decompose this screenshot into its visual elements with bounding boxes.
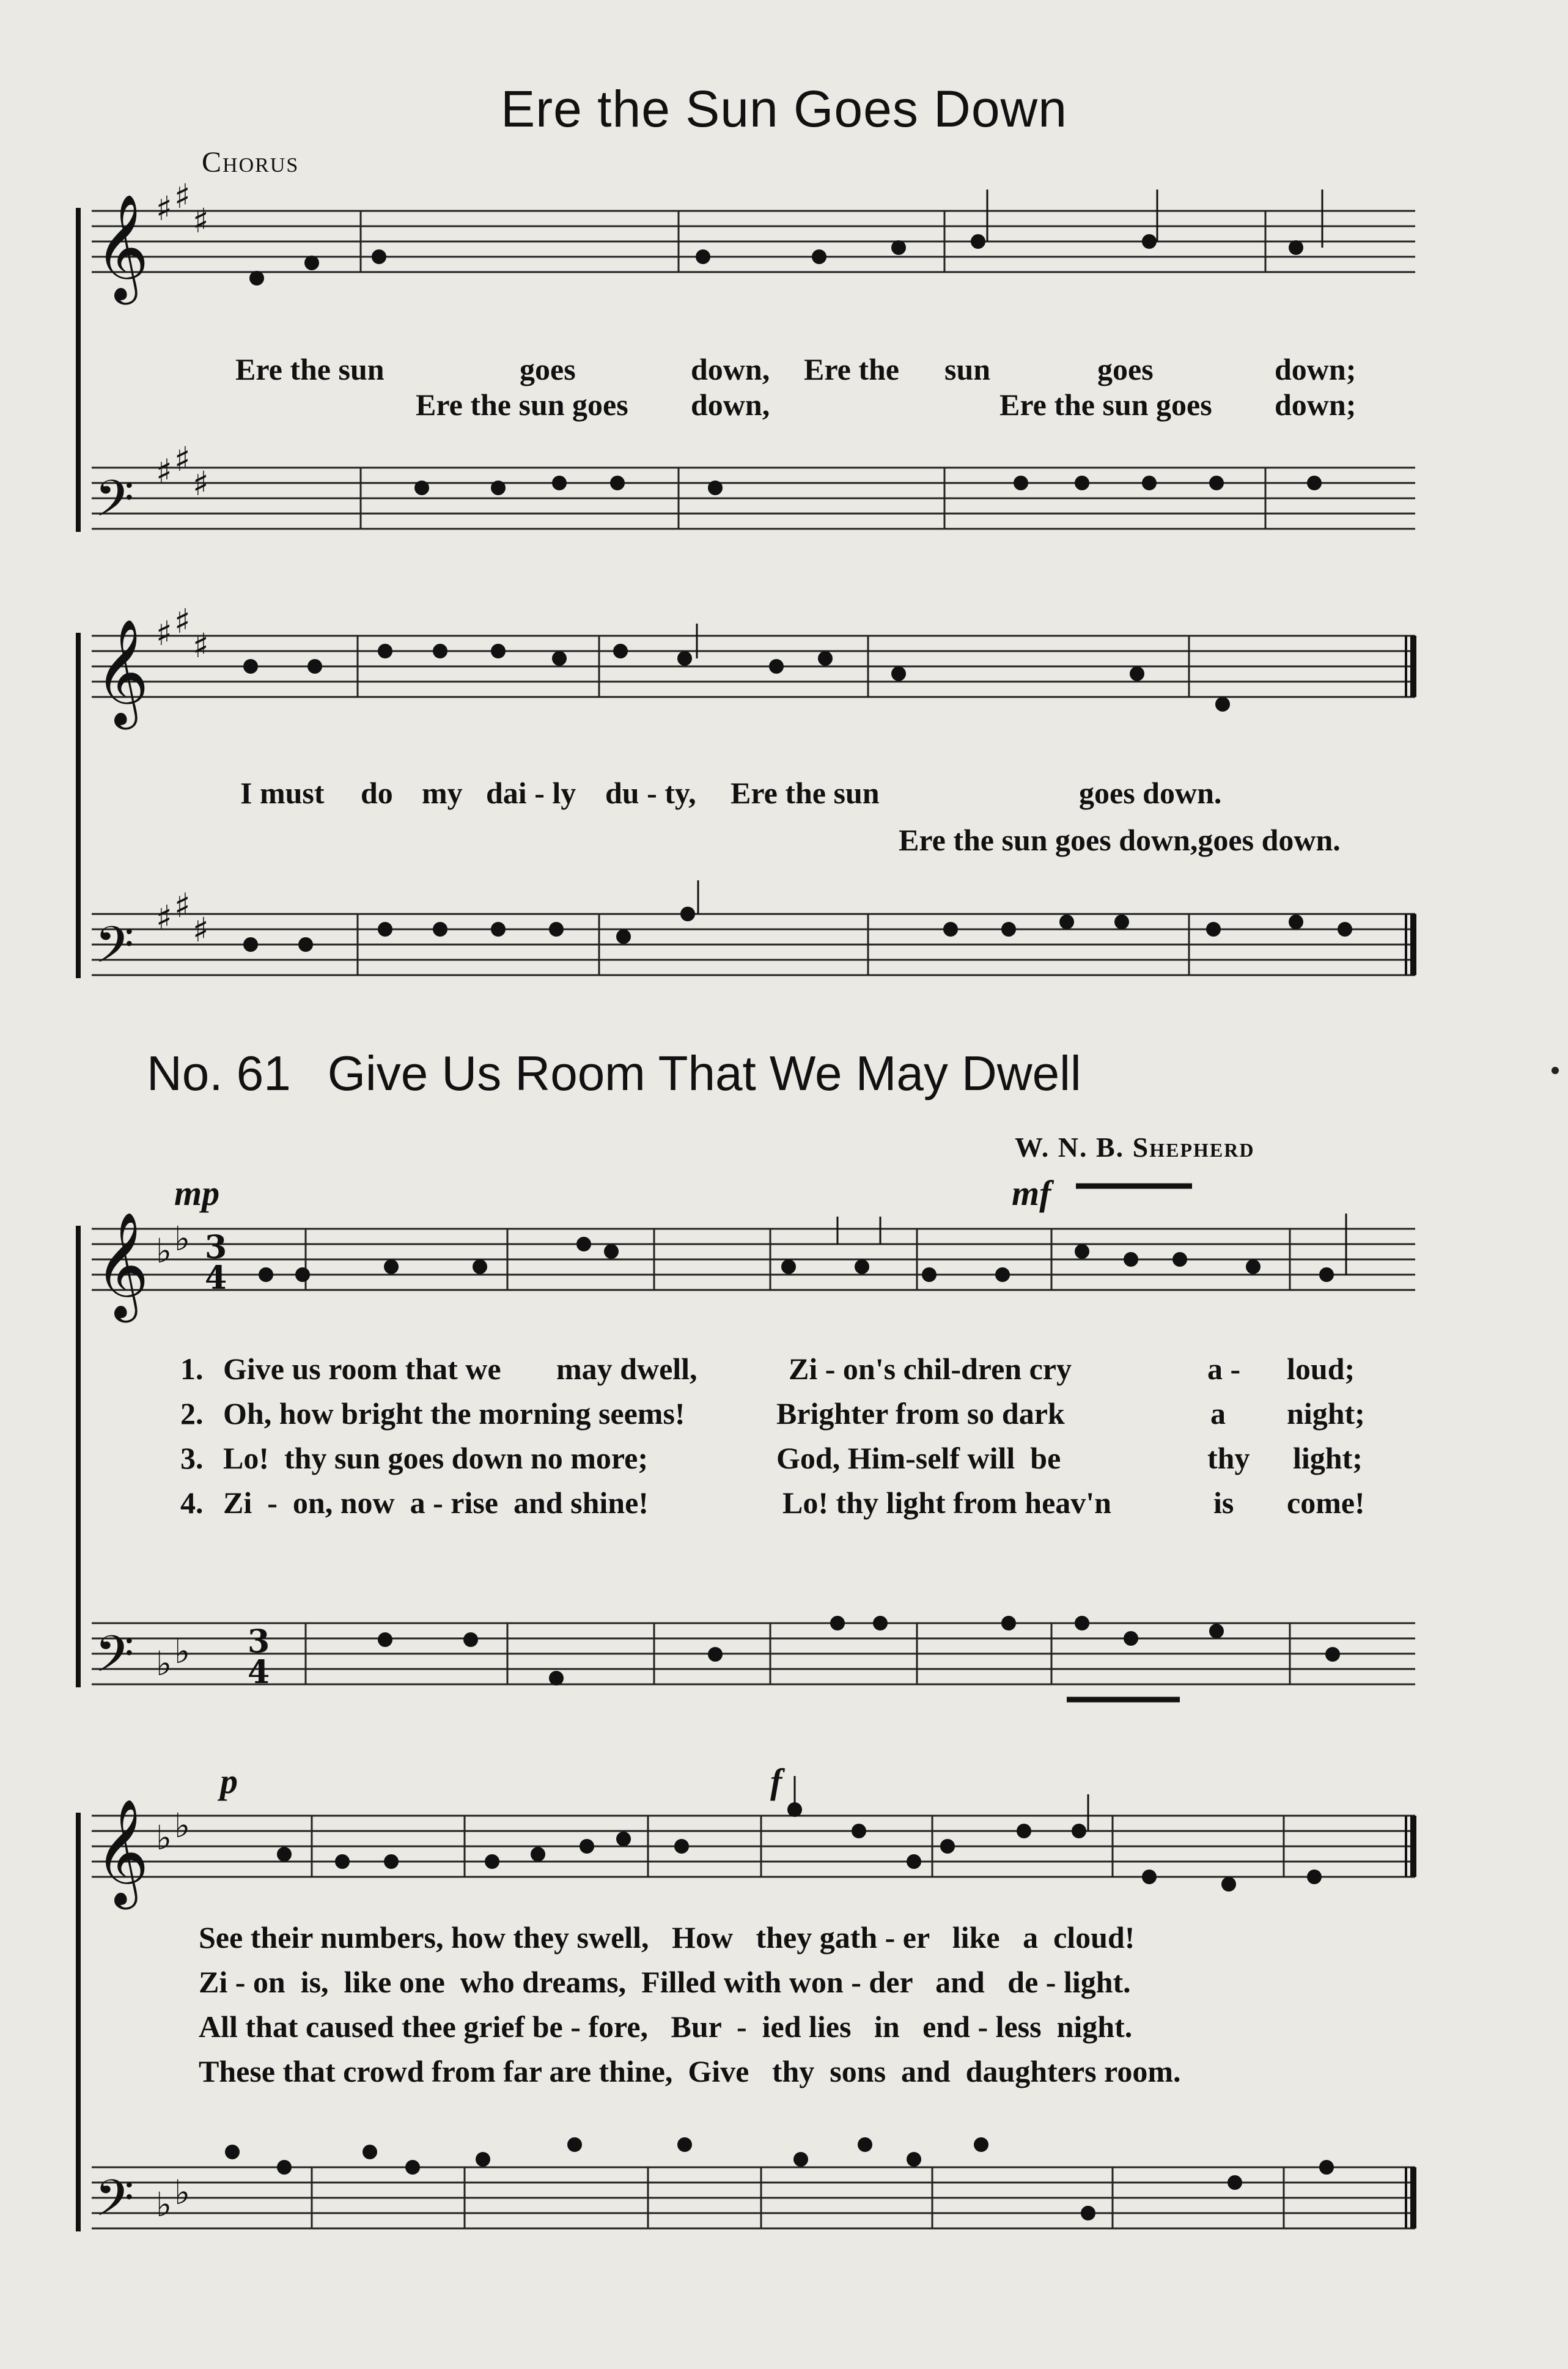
staff-2-treble: [92, 636, 1415, 697]
verse-number: 4.: [180, 1486, 204, 1520]
svg-text:𝄞: 𝄞: [95, 1799, 149, 1905]
lyric-2-upper-3: my: [422, 776, 463, 810]
verse-4-continuation: These that crowd from far are thine, Give thy sons and daughters room.: [199, 2054, 1181, 2088]
lyric-1-lower-1: Ere the sun goes: [416, 388, 628, 422]
hymn-2-heading: [147, 1045, 1081, 1102]
composer: W. N. B. Shepherd: [1015, 1132, 1255, 1163]
svg-text:♯: ♯: [156, 614, 172, 653]
verse-number: 3.: [180, 1441, 204, 1475]
verse-number: 2.: [180, 1396, 204, 1431]
dynamic-p: p: [220, 1761, 238, 1801]
verse-text: Lo! thy sun goes down no more;: [223, 1441, 648, 1475]
svg-text:♯: ♯: [174, 440, 191, 479]
verse-text: Zi - on, now a - rise and shine!: [223, 1486, 649, 1520]
svg-text:♯: ♯: [193, 464, 209, 503]
svg-text:♯: ♯: [156, 452, 172, 491]
svg-text:♭: ♭: [174, 1806, 190, 1845]
svg-text:♯: ♯: [193, 201, 209, 240]
verse-text: light;: [1293, 1441, 1363, 1475]
hymn-number: No. 61: [147, 1046, 291, 1100]
svg-text:♭: ♭: [174, 1219, 190, 1258]
dynamic-f: f: [770, 1761, 782, 1801]
verse-text: loud;: [1287, 1352, 1355, 1386]
verse-1-continuation: See their numbers, how they swell, How they gath - er like a cloud!: [199, 1920, 1135, 1955]
verse-text: Lo! thy light from heav'n: [782, 1486, 1111, 1520]
lyric-2-upper-5: du - ty,: [605, 776, 696, 810]
hymn-2-title: Give Us Room That We May Dwell: [327, 1046, 1081, 1100]
dynamic-mp: mp: [174, 1173, 220, 1213]
verse-text: is: [1213, 1486, 1234, 1520]
lyric-2-lower: Ere the sun goes down,goes down.: [899, 823, 1341, 857]
margin-dot: [1551, 1067, 1559, 1074]
svg-text:4: 4: [205, 1259, 227, 1297]
svg-text:♭: ♭: [174, 1632, 190, 1671]
lyric-1-lower-2: down,: [691, 388, 770, 422]
svg-text:♯: ♯: [174, 886, 191, 925]
verse-2-continuation: Zi - on is, like one who dreams, Filled with won - der and de - light.: [199, 1965, 1131, 1999]
lyric-1-upper-5: sun: [944, 352, 991, 386]
staff-4-bass: [92, 2167, 1415, 2228]
verse-text: come!: [1287, 1486, 1365, 1520]
svg-text:♯: ♯: [156, 898, 172, 937]
verse-text: may dwell,: [556, 1352, 698, 1386]
lyric-1-lower-3: Ere the sun goes: [999, 388, 1212, 422]
svg-text:♭: ♭: [174, 2173, 190, 2212]
svg-text:𝄢: 𝄢: [95, 2168, 134, 2240]
svg-text:♯: ♯: [174, 602, 191, 641]
svg-text:♯: ♯: [174, 177, 191, 216]
svg-text:𝄞: 𝄞: [95, 619, 149, 725]
lyric-1-upper-6: goes: [1097, 352, 1154, 386]
svg-text:𝄢: 𝄢: [95, 1624, 134, 1696]
verse-text: Zi - on's chil-dren cry: [789, 1352, 1072, 1386]
hymn-1-title: Ere the Sun Goes Down: [501, 80, 1067, 138]
svg-text:𝄞: 𝄞: [95, 194, 149, 300]
verse-text: a -: [1207, 1352, 1241, 1386]
lyric-1-upper-7: down;: [1275, 352, 1356, 386]
verse-text: Oh, how bright the morning seems!: [223, 1396, 685, 1431]
lyric-2-upper-6: Ere the sun: [731, 776, 880, 810]
lyric-1-lower-4: down;: [1275, 388, 1356, 422]
lyric-1-upper-2: goes: [520, 352, 576, 386]
verse-3-continuation: All that caused thee grief be - fore, Bur - ied lies in end - less night.: [199, 2010, 1133, 2044]
svg-text:3: 3: [205, 1229, 227, 1266]
staff-3-treble: [92, 1229, 1415, 1290]
chorus-label: Chorus: [202, 146, 300, 179]
svg-text:𝄢: 𝄢: [95, 915, 134, 987]
staff-1-treble: [92, 211, 1415, 272]
verse-text: night;: [1287, 1396, 1365, 1431]
verse-number: 1.: [180, 1352, 204, 1386]
svg-text:♭: ♭: [156, 1818, 172, 1857]
lyric-2-upper-4: dai - ly: [486, 776, 576, 810]
svg-text:𝄢: 𝄢: [95, 469, 134, 540]
lyric-2-upper-7: goes down.: [1079, 776, 1222, 810]
svg-text:♯: ♯: [156, 189, 172, 228]
svg-text:4: 4: [248, 1654, 270, 1691]
verse-text: a: [1210, 1396, 1226, 1431]
verse-text: thy: [1207, 1441, 1250, 1475]
verse-text: God, Him-self will be: [776, 1441, 1061, 1475]
svg-text:♭: ♭: [156, 2185, 172, 2224]
svg-text:𝄞: 𝄞: [95, 1212, 149, 1318]
svg-text:3: 3: [248, 1623, 270, 1660]
lyric-2-upper-2: do: [361, 776, 393, 810]
svg-text:♯: ♯: [193, 626, 209, 665]
verse-text: Give us room that we: [223, 1352, 501, 1386]
lyric-2-upper-1: I must: [240, 776, 325, 810]
dynamic-mf: mf: [1012, 1173, 1051, 1213]
svg-text:♯: ♯: [193, 910, 209, 949]
staff-4-treble: [92, 1816, 1415, 1877]
lyric-1-upper-4: Ere the: [804, 352, 899, 386]
svg-text:♭: ♭: [156, 1644, 172, 1683]
lyric-1-upper-3: down,: [691, 352, 770, 386]
verse-text: Brighter from so dark: [776, 1396, 1065, 1431]
svg-text:♭: ♭: [156, 1231, 172, 1270]
lyric-1-upper-1: Ere the sun: [235, 352, 385, 386]
